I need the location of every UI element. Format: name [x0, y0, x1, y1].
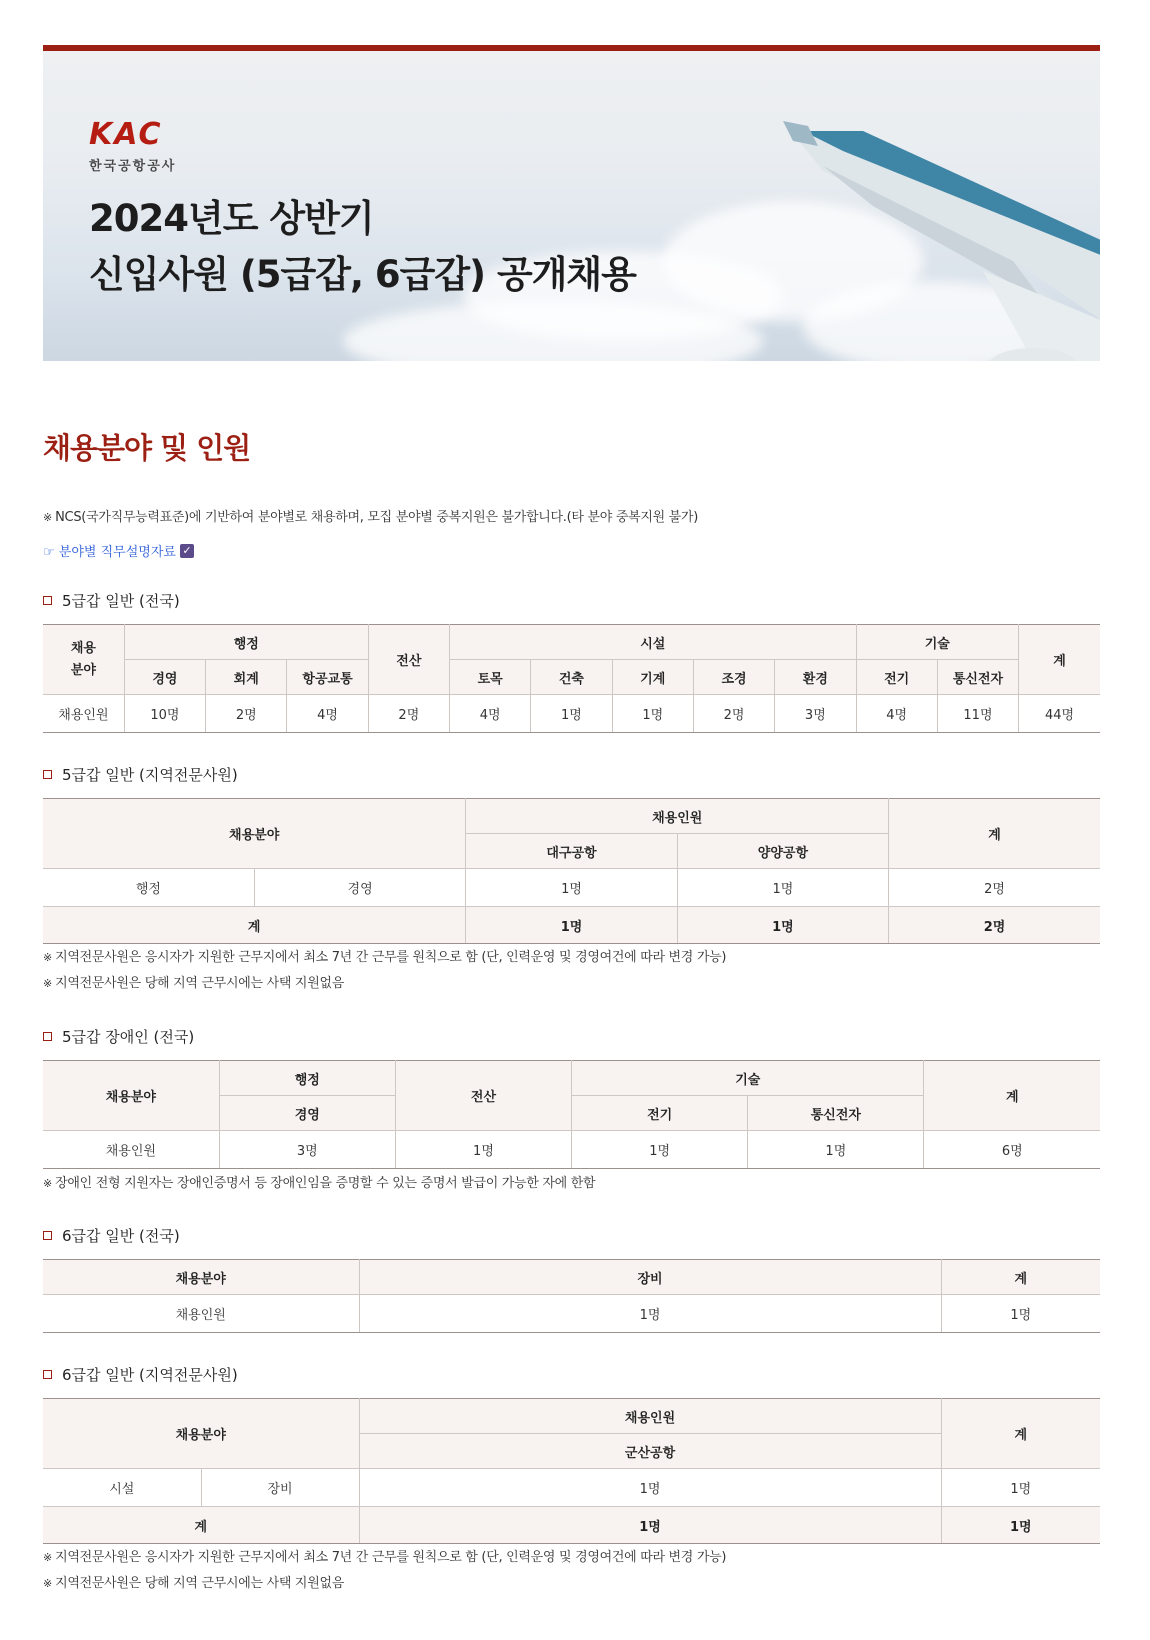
cell: 2명 [368, 695, 449, 733]
th-airport: 대구공항 [466, 834, 677, 869]
th-equip: 장비 [359, 1260, 941, 1295]
cell: 1명 [941, 1469, 1100, 1507]
th-facility: 시설 [450, 625, 857, 660]
th-tech: 기술 [856, 625, 1019, 660]
cell: 1명 [359, 1469, 941, 1507]
th-it: 전산 [395, 1061, 571, 1131]
cell: 시설 [43, 1469, 201, 1507]
notes-t2 [43, 945, 726, 997]
th-total: 계 [941, 1399, 1100, 1469]
th-total: 계 [941, 1260, 1100, 1295]
cell: 1명 [677, 869, 888, 907]
th-sub: 전기 [572, 1096, 748, 1131]
th-field: 채용분야 [43, 1061, 219, 1131]
cell: 6명 [924, 1131, 1100, 1169]
hero-title-line1: 2024년도 상반기 [89, 197, 374, 240]
table-row [43, 1131, 1100, 1169]
th-field: 채용분야 [43, 1260, 359, 1295]
th-sub: 통신전자 [748, 1096, 924, 1131]
cell: 1명 [572, 1131, 748, 1169]
th-airport: 군산공항 [359, 1434, 941, 1469]
th-tech: 기술 [572, 1061, 924, 1096]
cell: 44명 [1019, 695, 1100, 733]
cell: 4명 [287, 695, 368, 733]
table-row [43, 1295, 1100, 1333]
cell: 1명 [466, 869, 677, 907]
cell: 1명 [941, 1295, 1100, 1333]
subheading-t2 [43, 764, 238, 785]
row-label: 채용인원 [43, 695, 124, 733]
th-sub: 토목 [450, 660, 531, 695]
cell: 1명 [677, 907, 888, 944]
note: ※ 지역전문사원은 당해 지역 근무시에는 사택 지원없음 [43, 1571, 726, 1597]
row-label: 채용인원 [43, 1295, 359, 1333]
cell: 1명 [395, 1131, 571, 1169]
job-description-link[interactable] [43, 541, 194, 560]
subheading-t1-label: 5급갑 일반 (전국) [62, 592, 180, 610]
th-total: 계 [1019, 625, 1100, 695]
th-sub: 건축 [531, 660, 612, 695]
cell: 4명 [856, 695, 937, 733]
th-total: 계 [924, 1061, 1100, 1131]
cell: 장비 [201, 1469, 359, 1507]
cell: 2명 [693, 695, 774, 733]
cell: 1명 [359, 1295, 941, 1333]
th-admin: 행정 [219, 1061, 395, 1096]
table-6a-regional [43, 1398, 1100, 1544]
th-sub: 전기 [856, 660, 937, 695]
table-row [43, 869, 1100, 907]
th-airport: 양양공항 [677, 834, 888, 869]
cell: 1명 [466, 907, 677, 944]
th-admin: 행정 [124, 625, 368, 660]
th-sub: 통신전자 [937, 660, 1018, 695]
job-description-link-label: ☞ 분야별 직무설명자료 [43, 545, 176, 560]
cell: 1명 [941, 1507, 1100, 1544]
subheading-t4 [43, 1225, 180, 1246]
subheading-t5-label: 6급갑 일반 (지역전문사원) [62, 1366, 238, 1384]
sum-label: 계 [43, 1507, 359, 1544]
cell: 2명 [206, 695, 287, 733]
table-row [43, 695, 1100, 733]
subheading-t1 [43, 590, 180, 611]
subheading-t2-label: 5급갑 일반 (지역전문사원) [62, 766, 238, 784]
cell: 1명 [748, 1131, 924, 1169]
cell: 3명 [219, 1131, 395, 1169]
th-sub: 환경 [775, 660, 856, 695]
sum-row [43, 907, 1100, 944]
subheading-t4-label: 6급갑 일반 (전국) [62, 1227, 180, 1245]
cell: 1명 [359, 1507, 941, 1544]
th-it: 전산 [368, 625, 449, 695]
subheading-t3-label: 5급갑 장애인 (전국) [62, 1028, 195, 1046]
th-sub: 경영 [124, 660, 205, 695]
square-bullet-icon [43, 770, 52, 779]
th-count: 채용인원 [359, 1399, 941, 1434]
square-bullet-icon [43, 596, 52, 605]
sum-row [43, 1507, 1100, 1544]
note: ※ 지역전문사원은 응시자가 지원한 근무지에서 최소 7년 간 근무를 원칙으로 함 (단, 인력운영 및 경영여건에 따라 변경 가능) [43, 1545, 726, 1571]
table-row [43, 1469, 1100, 1507]
subheading-t3 [43, 1026, 194, 1047]
note: ※ 장애인 전형 지원자는 장애인증명서 등 장애인임을 증명할 수 있는 증명서 발급이 가능한 자에 한함 [43, 1171, 595, 1197]
notes-t5 [43, 1545, 726, 1597]
square-bullet-icon [43, 1370, 52, 1379]
note: ※ 지역전문사원은 당해 지역 근무시에는 사택 지원없음 [43, 971, 726, 997]
row-label: 채용인원 [43, 1131, 219, 1169]
th-sub: 기계 [612, 660, 693, 695]
cell: 1명 [612, 695, 693, 733]
th-sub: 항공교통 [287, 660, 368, 695]
th-total: 계 [889, 799, 1100, 869]
sum-label: 계 [43, 907, 466, 944]
th-sub: 회계 [206, 660, 287, 695]
th-sub: 경영 [219, 1096, 395, 1131]
cell: 2명 [889, 907, 1100, 944]
cell: 1명 [531, 695, 612, 733]
cell: 3명 [775, 695, 856, 733]
table-5a-disability [43, 1060, 1100, 1169]
note: ※ 지역전문사원은 응시자가 지원한 근무지에서 최소 7년 간 근무를 원칙으로 함 (단, 인력운영 및 경영여건에 따라 변경 가능) [43, 945, 726, 971]
cell: 경영 [254, 869, 465, 907]
th-count: 채용인원 [466, 799, 889, 834]
hero-banner [43, 45, 1100, 361]
table-6a-general [43, 1259, 1100, 1333]
checkbox-icon: ✓ [180, 544, 194, 558]
th-field: 채용분야 [43, 1399, 359, 1469]
subheading-t5 [43, 1364, 238, 1385]
kac-logo-mark [89, 117, 179, 147]
notes-t3 [43, 1171, 595, 1197]
intro-note: ※ NCS(국가직무능력표준)에 기반하여 분야별로 채용하며, 모집 분야별 중복지원은 불가합니다.(타 분야 중복지원 불가) [43, 505, 698, 531]
cell: 2명 [889, 869, 1100, 907]
section-title: 채용분야 및 인원 [43, 431, 251, 465]
th-field: 채용분야 [43, 799, 466, 869]
cell: 11명 [937, 695, 1018, 733]
table-5a-general [43, 624, 1100, 733]
square-bullet-icon [43, 1231, 52, 1240]
cell: 4명 [450, 695, 531, 733]
hero-title [89, 191, 636, 303]
kac-logo [89, 117, 179, 174]
square-bullet-icon [43, 1032, 52, 1041]
airplane-wing-image [783, 111, 1100, 361]
th-sub: 조경 [693, 660, 774, 695]
hero-title-line2: 신입사원 (5급갑, 6급갑) 공개채용 [89, 253, 636, 296]
cell: 행정 [43, 869, 254, 907]
table-5a-regional [43, 798, 1100, 944]
svg-text:KAC: KAC [89, 117, 163, 147]
cell: 10명 [124, 695, 205, 733]
th-field: 채용 분야 [43, 625, 124, 695]
logo-text: 한국공항공사 [89, 159, 177, 174]
